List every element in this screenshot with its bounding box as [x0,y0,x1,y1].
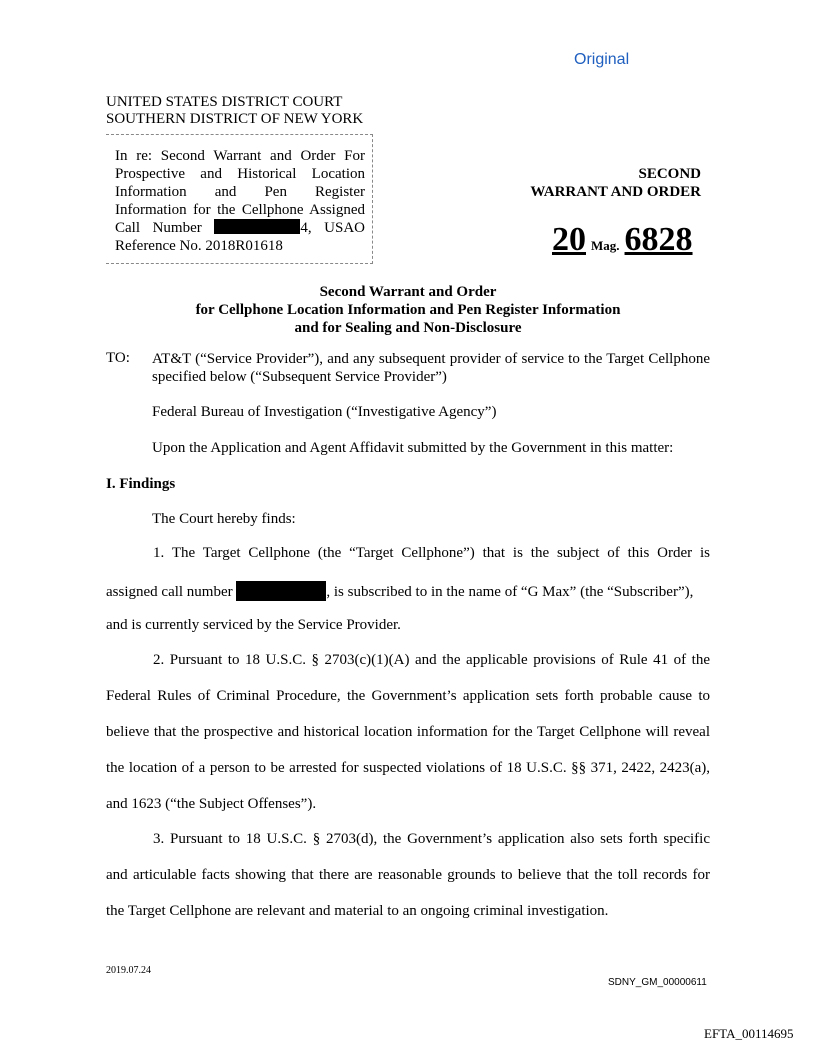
para1-line2a: assigned call number [106,584,233,600]
original-stamp: Original [574,51,630,68]
docket-year: 20 [552,221,586,258]
para1-line3: and is currently serviced by the Service Provider. [106,617,401,633]
intro-paragraph: Upon the Application and Agent Affidavit submitted by the Government in this matter: [152,440,674,456]
para1-line1: 1. The Target Cellphone (the “Target Cellphone”) that is the subject of this Order is [153,545,710,561]
section-title-findings: I. Findings [106,476,176,492]
efta-number: EFTA_00114695 [704,1026,794,1041]
para2-line2: Federal Rules of Criminal Procedure, the Government’s application sets forth probable cause to [106,688,710,704]
court-name [106,94,363,128]
caption-text-after: 4, USAO Reference No. 2018R01618 [115,220,366,254]
para1-line2b: , is subscribed to in the name of “G Max” (the “Subscriber”), [326,584,694,600]
docket-label: Mag. [591,238,620,253]
document-title-line-1: SECOND [638,166,701,182]
caption-text: In re: Second Warrant and Order For Prospective and Historical Location Information and Pen Register Information for the Cellphone Assigned Call Number [115,148,365,236]
document-title-line-2: WARRANT AND ORDER [530,184,701,200]
para3-line3: the Target Cellphone are relevant and material to an ongoing criminal investigation. [106,903,609,919]
order-heading [106,283,710,337]
bates-number: SDNY_GM_00000611 [608,977,707,988]
docket-mag-number: 6828 [624,221,693,258]
document-title [530,165,701,201]
para2-line3: believe that the prospective and historical location information for the Target Cellphone will reveal [106,724,710,740]
docket-number [552,221,693,259]
footer-date: 2019.07.24 [106,965,151,976]
court-line-2: SOUTHERN DISTRICT OF NEW YORK [106,111,364,127]
heading-line-1: Second Warrant and Order [319,284,497,300]
case-caption [115,147,365,255]
redaction-block [214,219,300,234]
to-label: TO: [106,350,130,366]
redaction-block [236,581,326,601]
para2-line4: the location of a person to be arrested for suspected violations of 18 U.S.C. §§ 371, 2422, 2423(a), [106,760,710,776]
para1-line2 [106,581,710,601]
heading-line-2: for Cellphone Location Information and Pen Register Information [195,302,621,318]
para2-line1: 2. Pursuant to 18 U.S.C. § 2703(c)(1)(A) and the applicable provisions of Rule 41 of the [153,652,710,668]
court-line-1: UNITED STATES DISTRICT COURT [106,94,343,110]
heading-line-3: and for Sealing and Non-Disclosure [294,320,522,336]
recipient-service-provider: AT&T (“Service Provider”), and any subsequent provider of service to the Target Cellphone specified below (“Subsequent Service Provider”) [152,351,710,385]
findings-lead: The Court hereby finds: [152,511,296,527]
recipient-agency: Federal Bureau of Investigation (“Investigative Agency”) [152,404,497,420]
para2-line5: and 1623 (“the Subject Offenses”). [106,796,317,812]
para3-line2: and articulable facts showing that there are reasonable grounds to believe that the toll records for [106,867,710,883]
para3-line1: 3. Pursuant to 18 U.S.C. § 2703(d), the Government’s application also sets forth specific [153,831,710,847]
